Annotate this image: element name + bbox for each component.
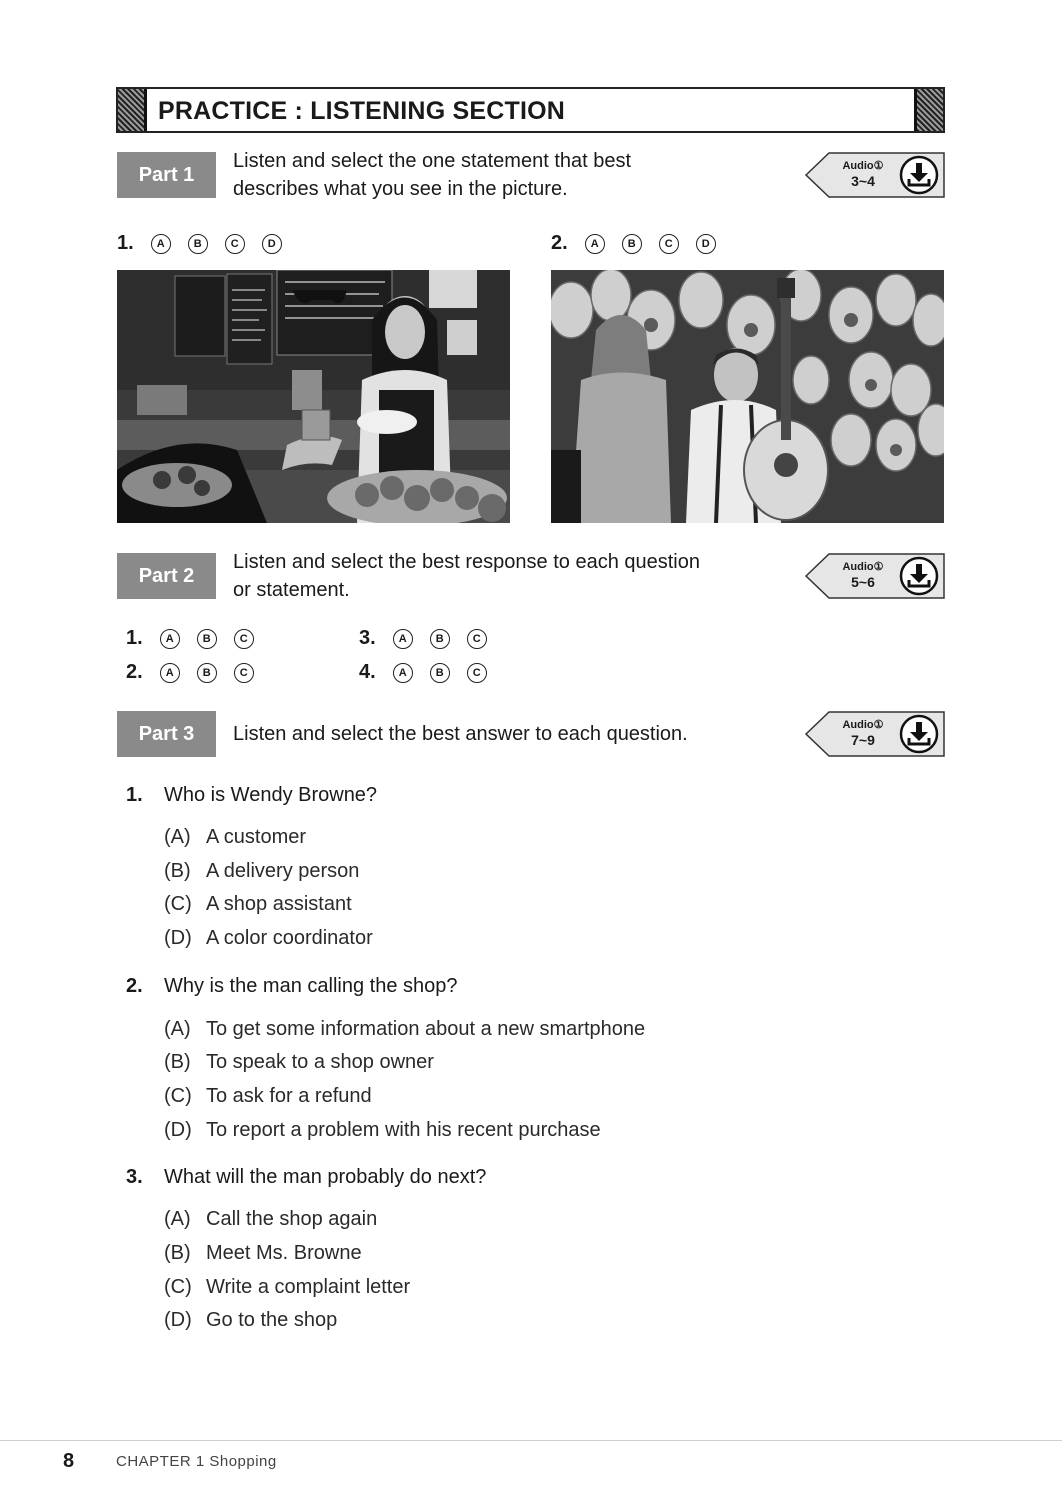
audio-label: Audio①	[842, 561, 884, 573]
choice-row[interactable]	[164, 860, 359, 883]
audio-tracks: 3~4	[851, 173, 875, 189]
question-text: Why is the man calling the shop?	[164, 975, 458, 997]
option-d-bubble[interactable]: D	[696, 234, 716, 254]
choice-text: A color coordinator	[206, 927, 373, 949]
choice-row[interactable]	[164, 1051, 434, 1074]
choice-text: Call the shop again	[206, 1208, 378, 1230]
choice-row[interactable]	[164, 893, 352, 916]
part3-audio-badge[interactable]	[805, 711, 945, 757]
section-title: PRACTICE : LISTENING SECTION	[158, 97, 566, 125]
choice-text: To ask for a refund	[206, 1085, 372, 1107]
choice-letter: (B)	[164, 1051, 191, 1073]
option-c-bubble[interactable]: C	[659, 234, 679, 254]
choice-text: Write a complaint letter	[206, 1276, 411, 1298]
choice-letter: (C)	[164, 893, 192, 915]
item-number: 2.	[551, 232, 568, 254]
choice-letter: (C)	[164, 1276, 192, 1298]
choice-letter: (D)	[164, 1119, 192, 1141]
question-text: What will the man probably do next?	[164, 1166, 487, 1188]
item-number: 4.	[359, 661, 376, 683]
audio-tracks: 7~9	[851, 732, 875, 748]
part3-question-1	[126, 784, 377, 807]
choice-letter: (A)	[164, 1018, 191, 1040]
choice-row[interactable]	[164, 826, 306, 849]
part2-instruction-line2: or statement.	[233, 579, 350, 601]
header-hatch-left	[118, 89, 147, 131]
choice-row[interactable]	[164, 1242, 362, 1265]
audio-label: Audio①	[842, 160, 884, 172]
choice-letter: (C)	[164, 1085, 192, 1107]
choice-row[interactable]	[164, 1309, 337, 1332]
download-icon[interactable]	[899, 556, 939, 596]
part3-question-3	[126, 1166, 486, 1189]
photo-cafe-server	[117, 270, 510, 523]
option-b-bubble[interactable]: B	[197, 663, 217, 683]
choice-letter: (D)	[164, 1309, 192, 1331]
part1-instruction-line2: describes what you see in the picture.	[233, 178, 568, 200]
part3-instruction: Listen and select the best answer to each question.	[233, 723, 688, 745]
option-a-bubble[interactable]: A	[151, 234, 171, 254]
part2-instruction	[233, 548, 700, 604]
choice-row[interactable]	[164, 927, 373, 950]
option-c-bubble[interactable]: C	[467, 629, 487, 649]
item-number: 3.	[359, 627, 376, 649]
option-c-bubble[interactable]: C	[234, 629, 254, 649]
option-a-bubble[interactable]: A	[393, 663, 413, 683]
option-b-bubble[interactable]: B	[430, 663, 450, 683]
part1-audio-badge[interactable]	[805, 152, 945, 198]
download-icon[interactable]	[899, 155, 939, 195]
choice-row[interactable]	[164, 1085, 372, 1108]
chapter-label: CHAPTER 1 Shopping	[116, 1453, 277, 1470]
part2-label: Part 2	[117, 553, 216, 599]
option-d-bubble[interactable]: D	[262, 234, 282, 254]
option-a-bubble[interactable]: A	[393, 629, 413, 649]
part2-item-3	[359, 627, 487, 650]
choice-letter: (D)	[164, 927, 192, 949]
choice-text: Go to the shop	[206, 1309, 338, 1331]
choice-row[interactable]	[164, 1276, 410, 1299]
choice-text: To report a problem with his recent purchase	[206, 1119, 601, 1141]
photo-guitar-shop	[551, 270, 944, 523]
option-c-bubble[interactable]: C	[234, 663, 254, 683]
choice-text: A customer	[206, 826, 307, 848]
item-number: 1.	[126, 627, 143, 649]
option-b-bubble[interactable]: B	[197, 629, 217, 649]
option-c-bubble[interactable]: C	[467, 663, 487, 683]
part2-item-4	[359, 661, 487, 684]
choice-row[interactable]	[164, 1018, 645, 1041]
audio-label: Audio①	[842, 719, 884, 731]
option-b-bubble[interactable]: B	[430, 629, 450, 649]
choice-row[interactable]	[164, 1208, 377, 1231]
option-a-bubble[interactable]: A	[160, 629, 180, 649]
part2-audio-badge[interactable]	[805, 553, 945, 599]
header-hatch-right	[914, 89, 943, 131]
question-number: 3.	[126, 1166, 143, 1188]
question-number: 2.	[126, 975, 143, 997]
part2-instruction-line1: Listen and select the best response to each question	[233, 551, 700, 573]
item-number: 2.	[126, 661, 143, 683]
choice-text: Meet Ms. Browne	[206, 1242, 362, 1264]
choice-text: To speak to a shop owner	[206, 1051, 434, 1073]
part1-instruction-line1: Listen and select the one statement that best	[233, 150, 632, 172]
choice-letter: (A)	[164, 1208, 191, 1230]
part3-label: Part 3	[117, 711, 216, 757]
question-number: 1.	[126, 784, 143, 806]
choice-row[interactable]	[164, 1119, 601, 1142]
part2-item-1	[126, 627, 254, 650]
part2-item-2	[126, 661, 254, 684]
option-a-bubble[interactable]: A	[160, 663, 180, 683]
question-text: Who is Wendy Browne?	[164, 784, 378, 806]
choice-letter: (A)	[164, 826, 191, 848]
choice-text: A shop assistant	[206, 893, 352, 915]
choice-text: A delivery person	[206, 860, 360, 882]
option-a-bubble[interactable]: A	[585, 234, 605, 254]
part1-label: Part 1	[117, 152, 216, 198]
option-b-bubble[interactable]: B	[188, 234, 208, 254]
footer-divider	[0, 1440, 1062, 1441]
choice-letter: (B)	[164, 860, 191, 882]
part1-item-1	[117, 232, 282, 255]
part3-question-2	[126, 975, 458, 998]
choice-text: To get some information about a new smartphone	[206, 1018, 646, 1040]
option-c-bubble[interactable]: C	[225, 234, 245, 254]
download-icon[interactable]	[899, 714, 939, 754]
part1-item-2	[551, 232, 716, 255]
page-number: 8	[63, 1450, 75, 1472]
part1-instruction	[233, 147, 631, 203]
item-number: 1.	[117, 232, 134, 254]
option-b-bubble[interactable]: B	[622, 234, 642, 254]
audio-tracks: 5~6	[851, 574, 875, 590]
choice-letter: (B)	[164, 1242, 191, 1264]
section-header	[116, 87, 945, 133]
